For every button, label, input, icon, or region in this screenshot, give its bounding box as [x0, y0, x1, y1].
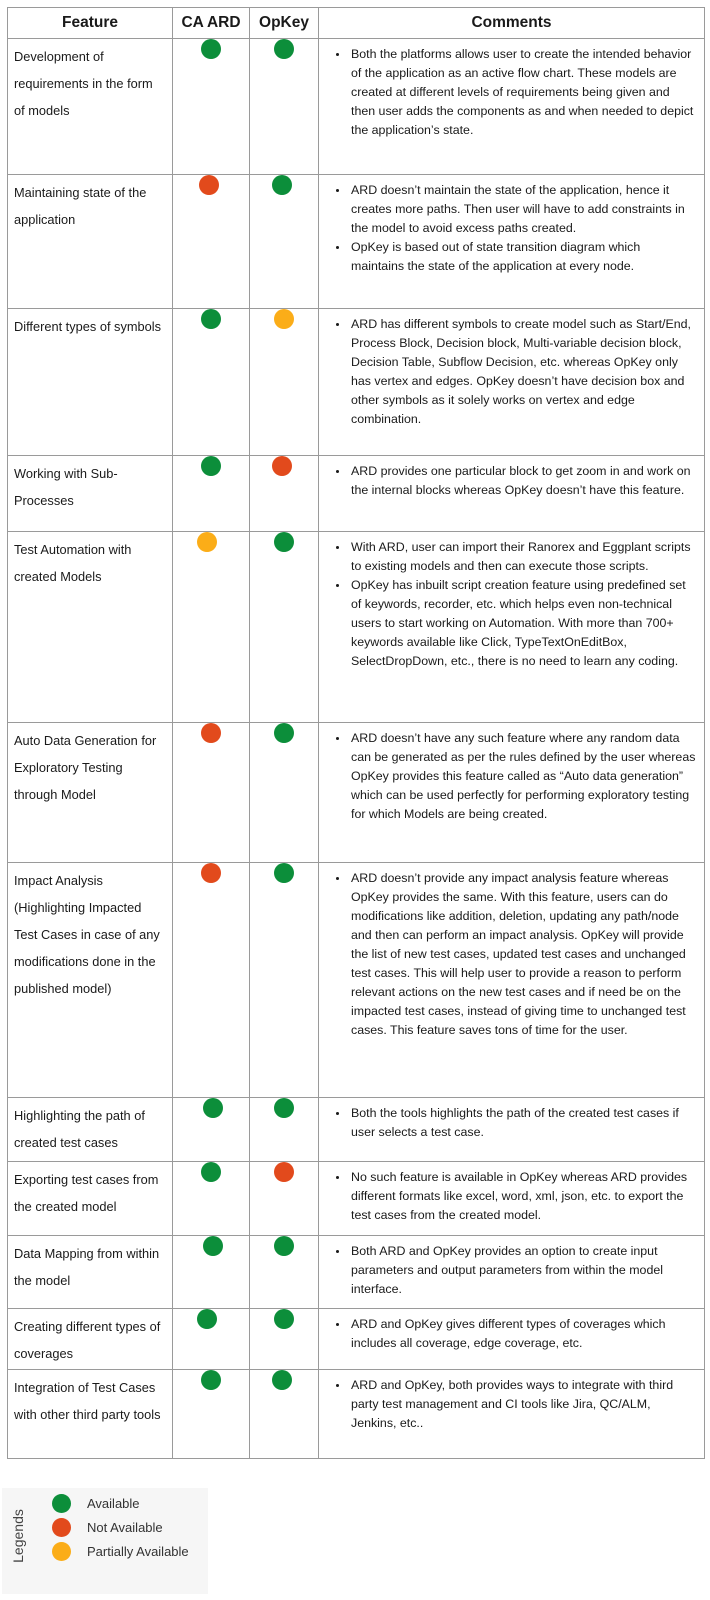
- available-dot-icon: [274, 723, 294, 743]
- comments-cell: [319, 532, 705, 723]
- table-row: [8, 175, 705, 309]
- available-dot-icon: [201, 456, 221, 476]
- legend-label: Not Available: [87, 1519, 163, 1535]
- available-dot-icon: [272, 175, 292, 195]
- comments-list: [323, 315, 696, 429]
- ca-ard-status-cell: [173, 1162, 250, 1236]
- table-row: [8, 309, 705, 456]
- comment-bullet: • OpKey has inbuilt script creation feature using predefined set of keywords, recorder, etc. which helps even non-technical users to start working on Automation. With more than 700+ keywords available like Click, TypeTextOnEditBox, SelectDropDown, etc., there is no need to learn any coding.: [349, 576, 696, 671]
- legend-label: Partially Available: [87, 1543, 189, 1559]
- opkey-status-cell: [250, 1162, 319, 1236]
- comparison-table: [7, 7, 705, 1459]
- feature-cell: Highlighting the path of created test cases: [8, 1098, 173, 1162]
- feature-cell: Creating different types of coverages: [8, 1309, 173, 1370]
- table-row: [8, 1236, 705, 1309]
- available-dot-icon: [274, 1236, 294, 1256]
- not-available-dot-icon: [201, 723, 221, 743]
- comments-cell: [319, 723, 705, 863]
- comments-cell: [319, 1098, 705, 1162]
- feature-cell: Impact Analysis (Highlighting Impacted Test Cases in case of any modifications done in the published model): [8, 863, 173, 1098]
- comment-bullet: • ARD doesn’t provide any impact analysis feature whereas OpKey provides the same. With this feature, users can do modifications like addition, deletion, updating any path/node and then can perform an impact analysis. OpKey will provide the list of new test cases, updated test cases and unchanged test cases. This will help user to provide a reason to perform relevant actions on the new test cases and if need be on the impacted test cases, instead of giving time to unchanged test cases. This feature saves tons of time for the user.: [349, 869, 696, 1040]
- not-available-dot-icon: [274, 1162, 294, 1182]
- opkey-status-cell: [250, 723, 319, 863]
- available-dot-icon: [201, 39, 221, 59]
- feature-cell: Different types of symbols: [8, 309, 173, 456]
- ca-ard-status-cell: [173, 1370, 250, 1459]
- table-row: [8, 1098, 705, 1162]
- comments-list: [323, 1104, 696, 1142]
- opkey-status-cell: [250, 309, 319, 456]
- legend-item-partially-available: [52, 1540, 189, 1562]
- not-available-dot-icon: [272, 456, 292, 476]
- partially-available-dot-icon: [197, 532, 217, 552]
- available-dot-icon: [274, 532, 294, 552]
- comment-bullet: • ARD and OpKey gives different types of coverages which includes all coverage, edge coverage, etc.: [349, 1315, 696, 1353]
- comment-bullet: • OpKey is based out of state transition diagram which maintains the state of the application at every node.: [349, 238, 696, 276]
- header-ca-ard: CA ARD: [173, 8, 250, 39]
- comments-list: [323, 729, 696, 824]
- table-row: [8, 1162, 705, 1236]
- table-row: [8, 1309, 705, 1370]
- feature-cell: Working with Sub-Processes: [8, 456, 173, 532]
- comments-cell: [319, 175, 705, 309]
- comments-cell: [319, 1309, 705, 1370]
- table-row: [8, 39, 705, 175]
- not-available-dot-icon: [52, 1518, 71, 1537]
- feature-cell: Test Automation with created Models: [8, 532, 173, 723]
- opkey-status-cell: [250, 863, 319, 1098]
- comments-list: [323, 45, 696, 140]
- opkey-status-cell: [250, 39, 319, 175]
- available-dot-icon: [52, 1494, 71, 1513]
- feature-cell: Development of requirements in the form of models: [8, 39, 173, 175]
- feature-cell: Data Mapping from within the model: [8, 1236, 173, 1309]
- opkey-status-cell: [250, 456, 319, 532]
- opkey-status-cell: [250, 532, 319, 723]
- ca-ard-status-cell: [173, 1309, 250, 1370]
- comment-bullet: • Both the platforms allows user to create the intended behavior of the application as an active flow chart. These models are created at different levels of requirements being given and then user adds the components as and when needed to depict the application’s state.: [349, 45, 696, 140]
- ca-ard-status-cell: [173, 39, 250, 175]
- ca-ard-status-cell: [173, 456, 250, 532]
- available-dot-icon: [201, 1162, 221, 1182]
- comments-list: [323, 1315, 696, 1353]
- not-available-dot-icon: [201, 863, 221, 883]
- comment-bullet: • ARD doesn’t maintain the state of the application, hence it creates more paths. Then user will have to add constraints in the model to avoid excess paths created.: [349, 181, 696, 238]
- comments-list: [323, 181, 696, 276]
- comment-bullet: • Both the tools highlights the path of the created test cases if user selects a test case.: [349, 1104, 696, 1142]
- available-dot-icon: [203, 1098, 223, 1118]
- comments-list: [323, 538, 696, 671]
- comments-list: [323, 1376, 696, 1433]
- ca-ard-status-cell: [173, 1098, 250, 1162]
- comments-cell: [319, 309, 705, 456]
- comment-bullet: • No such feature is available in OpKey whereas ARD provides different formats like excel, word, xml, json, etc. to export the test cases from the created model.: [349, 1168, 696, 1225]
- comments-list: [323, 869, 696, 1040]
- opkey-status-cell: [250, 1098, 319, 1162]
- header-comments: Comments: [319, 8, 705, 39]
- feature-cell: Maintaining state of the application: [8, 175, 173, 309]
- not-available-dot-icon: [199, 175, 219, 195]
- table-row: [8, 456, 705, 532]
- comment-bullet: • ARD provides one particular block to get zoom in and work on the internal blocks whereas OpKey doesn’t have this feature.: [349, 462, 696, 500]
- legend-item-available: [52, 1492, 140, 1514]
- header-row: [8, 8, 705, 39]
- legend-label: Available: [87, 1495, 140, 1511]
- opkey-status-cell: [250, 175, 319, 309]
- comments-cell: [319, 1162, 705, 1236]
- table-row: [8, 723, 705, 863]
- available-dot-icon: [197, 1309, 217, 1329]
- comments-cell: [319, 456, 705, 532]
- available-dot-icon: [201, 309, 221, 329]
- legend-item-not-available: [52, 1516, 163, 1538]
- ca-ard-status-cell: [173, 863, 250, 1098]
- feature-cell: Exporting test cases from the created model: [8, 1162, 173, 1236]
- ca-ard-status-cell: [173, 309, 250, 456]
- partially-available-dot-icon: [274, 309, 294, 329]
- comments-list: [323, 1242, 696, 1299]
- available-dot-icon: [274, 1098, 294, 1118]
- opkey-status-cell: [250, 1236, 319, 1309]
- comments-cell: [319, 39, 705, 175]
- comments-list: [323, 462, 696, 500]
- ca-ard-status-cell: [173, 723, 250, 863]
- comment-bullet: • ARD has different symbols to create model such as Start/End, Process Block, Decision block, Multi-variable decision block, Decision Table, Subflow Decision, etc. whereas OpKey only has vertex and edges. OpKey doesn’t have decision box and other symbols as it solely works on vertex and edge combination.: [349, 315, 696, 429]
- opkey-status-cell: [250, 1370, 319, 1459]
- available-dot-icon: [203, 1236, 223, 1256]
- available-dot-icon: [272, 1370, 292, 1390]
- table-row: [8, 532, 705, 723]
- comments-list: [323, 1168, 696, 1225]
- comment-bullet: • ARD doesn’t have any such feature where any random data can be generated as per the rules defined by the user whereas OpKey provides this feature called as “Auto data generation” which can be used perfectly for performing exploratory testing for which Models are being created.: [349, 729, 696, 824]
- ca-ard-status-cell: [173, 175, 250, 309]
- comment-bullet: • ARD and OpKey, both provides ways to integrate with third party test management and CI tools like Jira, QC/ALM, Jenkins, etc..: [349, 1376, 696, 1433]
- legend-title: Legends: [10, 1509, 26, 1563]
- opkey-status-cell: [250, 1309, 319, 1370]
- table-row: [8, 1370, 705, 1459]
- comments-cell: [319, 1236, 705, 1309]
- comment-bullet: • With ARD, user can import their Ranorex and Eggplant scripts to existing models and then can execute those scripts.: [349, 538, 696, 576]
- comment-bullet: • Both ARD and OpKey provides an option to create input parameters and output parameters from within the model interface.: [349, 1242, 696, 1299]
- available-dot-icon: [274, 1309, 294, 1329]
- comments-cell: [319, 1370, 705, 1459]
- feature-cell: Integration of Test Cases with other third party tools: [8, 1370, 173, 1459]
- table-row: [8, 863, 705, 1098]
- header-opkey: OpKey: [250, 8, 319, 39]
- available-dot-icon: [274, 39, 294, 59]
- ca-ard-status-cell: [173, 532, 250, 723]
- legend: [2, 1488, 208, 1594]
- ca-ard-status-cell: [173, 1236, 250, 1309]
- comments-cell: [319, 863, 705, 1098]
- header-feature: Feature: [8, 8, 173, 39]
- feature-cell: Auto Data Generation for Exploratory Testing through Model: [8, 723, 173, 863]
- available-dot-icon: [274, 863, 294, 883]
- partially-available-dot-icon: [52, 1542, 71, 1561]
- available-dot-icon: [201, 1370, 221, 1390]
